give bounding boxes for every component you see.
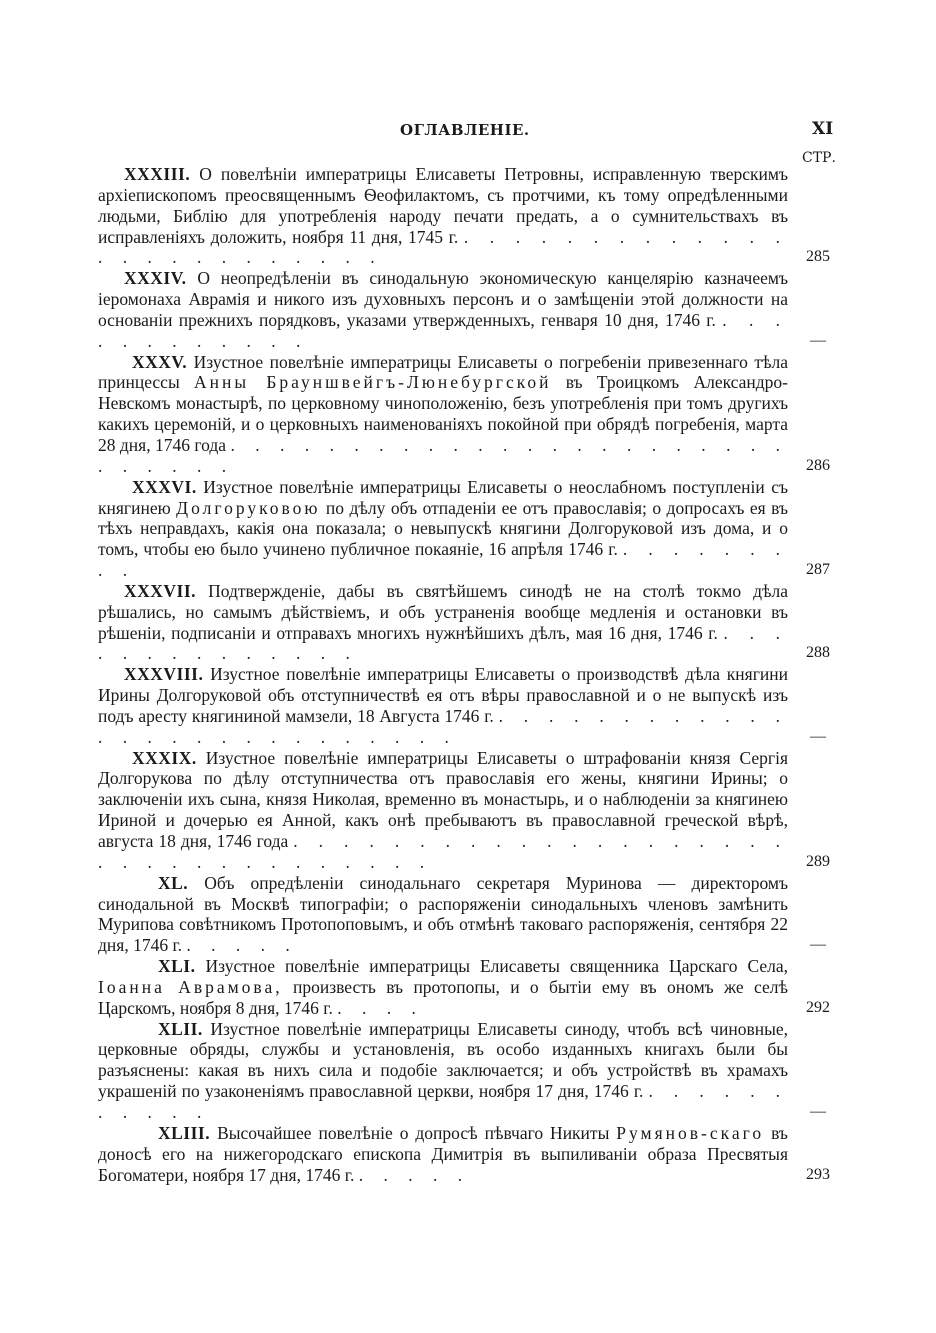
entry-text: Изустное повелѣніе императрицы Елисаветы о неослабномъ поступленіи съ княгинею <box>98 476 789 518</box>
entry-numeral: XLIII. <box>158 1122 211 1143</box>
entry-leader: . . . . . . . . . . . . <box>98 309 789 351</box>
entry-text: по дѣлу объ отпаденіи ее отъ православія; о допросахъ ея въ тѣхъ неправдахъ, какія она показала; о невыпускѣ княгини Долгоруковой изъ дома, и о томъ, чтобы ею было учинено публичное покаяніе, 16 апрѣля 1746 г. <box>98 497 789 560</box>
entry-text-spaced: Долгоруковою <box>176 497 321 518</box>
entry-text: произвесть въ протопопы, и о бытіи ему въ ономъ же селѣ Царскомъ, ноября 8 дня, 1746 г. <box>98 976 788 1018</box>
entry-page-ref: — <box>810 1102 826 1120</box>
entry-page-ref: 285 <box>806 248 830 266</box>
entry-page-ref: 288 <box>806 644 830 662</box>
page-number: XI <box>812 119 834 139</box>
toc-entry-xxxv <box>98 351 830 477</box>
entry-page-ref: 286 <box>806 456 830 474</box>
entry-text: Подтвержденіе, дабы въ святѣйшемъ синодѣ не на столѣ токмо дѣла рѣшались, но самымъ дѣйствіемъ, и объ устраненія вообще медленія и остановки въ рѣшеніи, подписаніи и отправахъ многихъ нужнѣйшихъ дѣлъ, мая 16 дня, 1746 г. <box>98 580 788 643</box>
entry-page-ref: — <box>810 727 826 745</box>
entry-text: Изустное повелѣніе императрицы Елисаветы о погребеніи привезеннаго тѣла принцессы <box>98 351 789 393</box>
toc-entry-xxxiii <box>98 164 830 268</box>
toc-entry-xli <box>98 956 830 1019</box>
entry-page-ref: 293 <box>806 1165 830 1183</box>
toc-entry-xxxvi <box>98 476 830 581</box>
entry-numeral: XXXVI. <box>132 476 197 497</box>
entry-text: Изустное повелѣніе императрицы Елисаветы синоду, чтобъ всѣ чиновные, церковные обряды, службы и установленія, въ особо изданныхъ книгахъ были бы разъяснены: какая въ нихъ сила и подобіе заключается; и объ устройствѣ въ храмахъ украшеній по узаконеніямъ православной церкви, ноября 17 дня, 1746 г. <box>98 1018 788 1102</box>
toc-entry-xxxviii <box>98 664 826 747</box>
toc-entry-xxxvii <box>98 580 830 664</box>
entry-text-spaced: Анны Брауншвейгъ-Люнебургской <box>193 372 552 393</box>
entry-text: О повелѣніи императрицы Елисаветы Петровны, исправленную тверскимъ архіепископомъ преосвященнымъ Ѳеофилактомъ, съ протчими, къ тому опредѣленными людьми, Библію для употребленія народу печати предать, а о сумнительствахъ въ исправленіяхъ доложить, ноября 11 дня, 1745 г. <box>98 164 789 247</box>
entry-leader: . . . . . . . . . . . . . . . . . . . . . . . . . . . . . . . . . . <box>98 831 789 872</box>
entry-text: Изустное повелѣніе императрицы Елисаветы о производствѣ дѣла княгини Ирины Долгоруковой объ отступничествѣ ея отъ вѣры православной и о не выпускѣ изъ подъ аресту княгининой мамзели, 18 Августа 1746 г. <box>98 664 788 726</box>
entry-page-ref: 292 <box>806 998 830 1016</box>
entry-text: Объ опредѣленіи синодальнаго секретаря Муринова — директоромъ синодальной въ Москвѣ типографіи; о распоряженіи синодальныхъ членовъ замѣнить Мурипова совѣтникомъ Протопоповымъ, и объ отмѣнѣ таковаго распоряженія, сентября 22 дня, 1746 г. <box>98 872 789 956</box>
table-of-contents <box>98 164 830 1185</box>
entry-leader: . . . . . . . . . . . . . . . . . . . . . . . . . . . <box>98 705 788 747</box>
entry-page-ref: — <box>810 936 826 954</box>
entry-leader: . . . . . <box>358 1164 471 1185</box>
entry-numeral: XLII. <box>158 1018 203 1039</box>
entry-leader: . . . . . . . . . . . . . . <box>98 622 789 664</box>
entry-numeral: XXXIII. <box>124 164 191 184</box>
entry-leader: . . . . . . . . . . . <box>98 1081 789 1122</box>
entry-text: въ Троицкомъ Александро-Невскомъ монастырѣ, по церковному чиноположенію, безъ употребленія при томъ другихъ какихъ церемоній, и о церковныхъ наименованіяхъ покойной при обрядѣ погребенія, марта 28 дня, 1746 года <box>98 372 789 455</box>
entry-numeral: XXXVII. <box>124 580 197 601</box>
entry-numeral: XXXIV. <box>124 268 187 289</box>
entry-text-spaced: Румянов-скаго <box>616 1122 765 1143</box>
entry-text: Высочайшее повелѣніе о допросѣ пѣвчаго Никиты <box>217 1122 610 1143</box>
entry-numeral: XLI. <box>158 956 196 977</box>
entry-leader: . . . . <box>337 997 424 1018</box>
page-title: ОГЛАВЛЕНІЕ. <box>400 121 530 139</box>
entry-text: Изустное повелѣніе императрицы Елисаветы священника Царскаго Села, <box>205 956 789 977</box>
entry-leader: . . . . . <box>186 935 298 956</box>
entry-text: въ доносѣ его на нижегородскаго епископа Димитрія въ выпиливаніи образа Пресвятыя Богоматери, ноября 17 дня, 1746 г. <box>98 1122 788 1185</box>
entry-page-ref: 287 <box>806 561 830 579</box>
entry-leader: . . . . . . . . . <box>98 539 789 581</box>
entry-text-spaced: Іоанна Аврамова, <box>98 976 283 997</box>
entry-text: Изустное повелѣніе императрицы Елисаветы о штрафованіи князя Сергія Долгорукова по дѣлу отступничества отъ православія его жены, княгини Ирины; о заключеніи ихъ сына, князя Николая, временно въ монастырь, и о наблюденіи за княгинею Ириной и дочерью ея Анной, какъ онѣ пребываютъ въ православной греческой вѣрѣ, августа 18 дня, 1746 года <box>98 747 789 851</box>
toc-entry-xxxix <box>98 747 830 873</box>
entry-numeral: XXXVIII. <box>124 664 204 685</box>
entry-text: О неопредѣленіи въ синодальную экономическую канцелярію казначеемъ іеромонаха Аврамія и никого изъ духовныхъ персонъ и о замѣщеніи этой должности на основаніи прежнихъ порядковъ, указами утвержденныхъ, генваря 10 дня, 1746 г. <box>98 268 788 330</box>
entry-page-ref: 289 <box>806 852 830 870</box>
entry-leader: . . . . . . . . . . . . . . . . . . . . . . . . . . . . . <box>98 434 789 476</box>
entry-leader: . . . . . . . . . . . . . . . . . . . . . . . . . <box>98 226 788 268</box>
page-column-label: СТР. <box>802 150 836 166</box>
toc-entry-xxxiv <box>98 268 826 351</box>
entry-page-ref: — <box>810 331 826 349</box>
toc-entry-xl <box>98 872 826 956</box>
entry-numeral: XXXIX. <box>132 747 197 768</box>
entry-numeral: XXXV. <box>132 351 188 372</box>
entry-numeral: XL. <box>158 872 189 893</box>
toc-entry-xliii <box>98 1122 830 1186</box>
toc-entry-xlii <box>98 1018 826 1123</box>
